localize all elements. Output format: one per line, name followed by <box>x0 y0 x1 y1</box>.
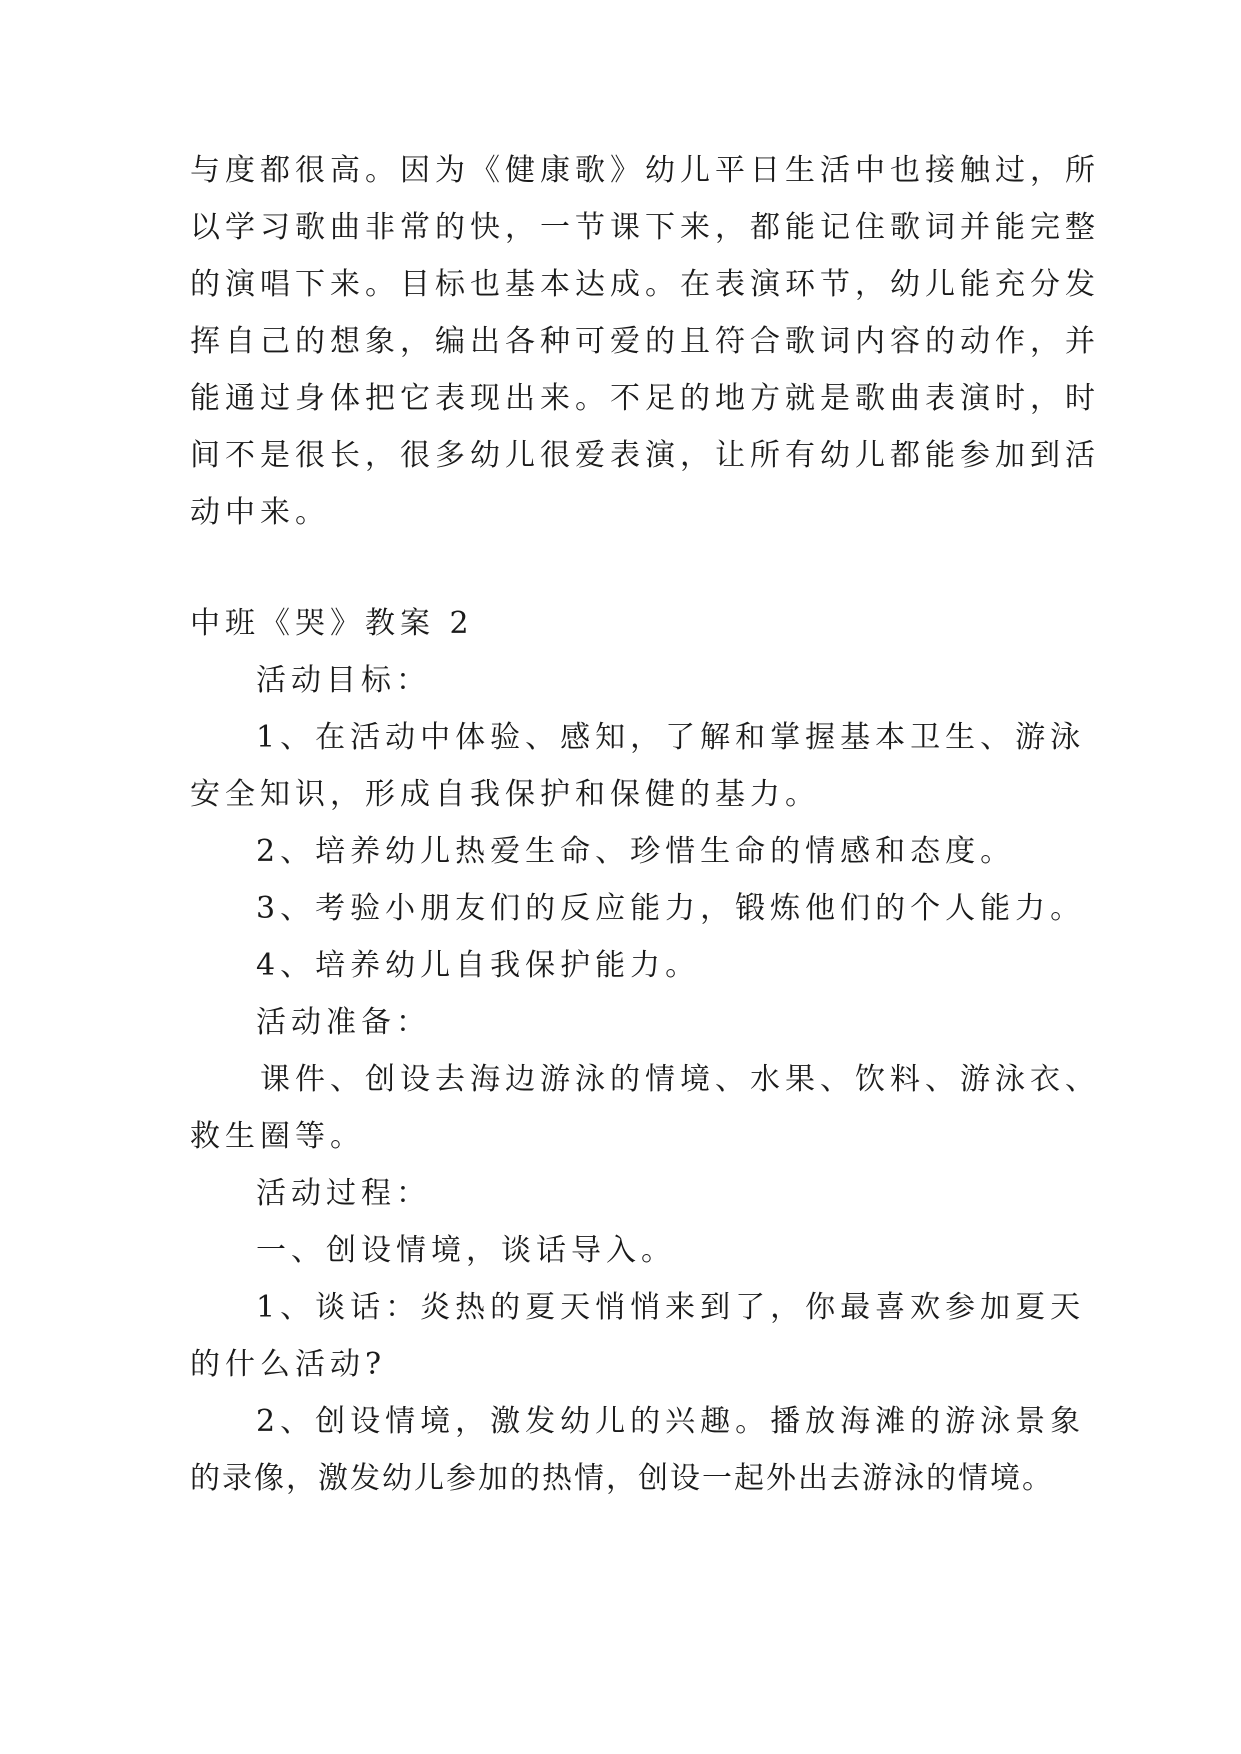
intro-line-3: 的演唱下来。目标也基本达成。在表演环节，幼儿能充分发 <box>190 267 1100 302</box>
prep-heading: 活动准备： <box>256 1005 431 1040</box>
prep-line-1: 课件、创设去海边游泳的情境、水果、饮料、游泳衣、 <box>260 1062 1100 1097</box>
goals-heading: 活动目标： <box>256 663 431 698</box>
section-title: 中班《哭》教案 2 <box>190 606 474 641</box>
goal-1-line-2: 安全知识，形成自我保护和保健的基力。 <box>190 777 820 812</box>
goal-1-line-1: 1、在活动中体验、感知，了解和掌握基本卫生、游泳 <box>256 720 1086 755</box>
step-1-2-line-2: 的录像，激发幼儿参加的热情，创设一起外出去游泳的情境。 <box>190 1461 1054 1496</box>
intro-line-2: 以学习歌曲非常的快，一节课下来，都能记住歌词并能完整 <box>190 210 1100 245</box>
step-1-1-line-1: 1、谈话：炎热的夏天悄悄来到了，你最喜欢参加夏天 <box>256 1290 1086 1325</box>
step-1-heading: 一、创设情境，谈话导入。 <box>256 1233 676 1268</box>
intro-line-7: 动中来。 <box>190 495 330 530</box>
prep-line-2: 救生圈等。 <box>190 1119 365 1154</box>
goal-3: 3、考验小朋友们的反应能力，锻炼他们的个人能力。 <box>256 891 1086 926</box>
intro-line-4: 挥自己的想象，编出各种可爱的且符合歌词内容的动作，并 <box>190 324 1100 359</box>
intro-line-6: 间不是很长，很多幼儿很爱表演，让所有幼儿都能参加到活 <box>190 438 1100 473</box>
goal-4: 4、培养幼儿自我保护能力。 <box>256 948 701 983</box>
intro-line-1: 与度都很高。因为《健康歌》幼儿平日生活中也接触过，所 <box>190 153 1100 188</box>
process-heading: 活动过程： <box>256 1176 431 1211</box>
step-1-1-line-2: 的什么活动? <box>190 1347 387 1382</box>
goal-2: 2、培养幼儿热爱生命、珍惜生命的情感和态度。 <box>256 834 1016 869</box>
intro-line-5: 能通过身体把它表现出来。不足的地方就是歌曲表演时，时 <box>190 381 1100 416</box>
step-1-2-line-1: 2、创设情境，激发幼儿的兴趣。播放海滩的游泳景象 <box>256 1404 1086 1439</box>
